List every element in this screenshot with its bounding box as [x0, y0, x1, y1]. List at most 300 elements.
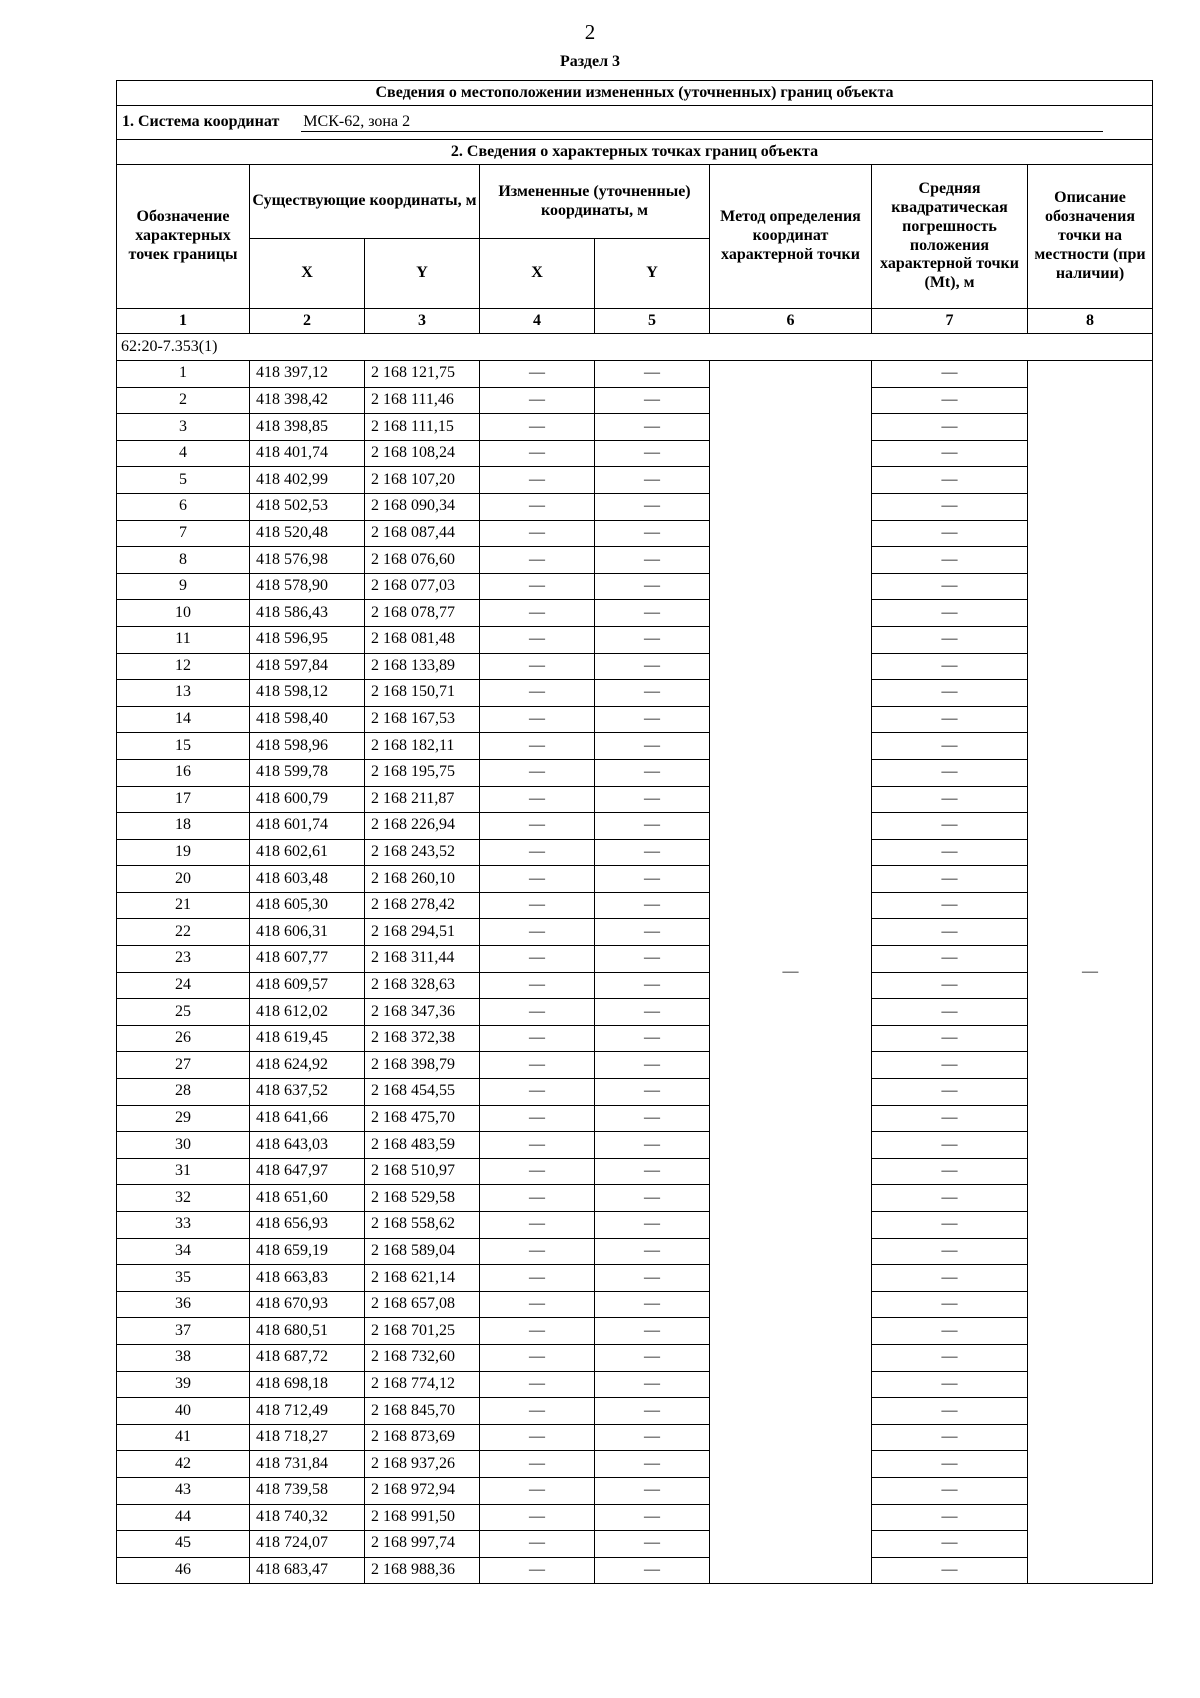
description-cell: — — [1028, 361, 1153, 1584]
existing-x-cell: 418 398,42 — [250, 387, 365, 414]
existing-x-cell: 418 656,93 — [250, 1212, 365, 1239]
existing-y-cell: 2 168 845,70 — [365, 1398, 480, 1425]
accuracy-cell: — — [872, 493, 1028, 520]
changed-x-cell: — — [480, 706, 595, 733]
changed-y-cell: — — [595, 680, 710, 707]
point-number: 21 — [117, 892, 250, 919]
point-number: 13 — [117, 680, 250, 707]
table-row — [117, 1557, 1153, 1584]
changed-x-cell: — — [480, 600, 595, 627]
changed-x-cell: — — [480, 1132, 595, 1159]
changed-x-cell: — — [480, 1265, 595, 1292]
existing-x-cell: 418 724,07 — [250, 1531, 365, 1558]
existing-x-cell: 418 502,53 — [250, 493, 365, 520]
existing-x-cell: 418 712,49 — [250, 1398, 365, 1425]
changed-y-cell: — — [595, 1291, 710, 1318]
existing-x-cell: 418 401,74 — [250, 440, 365, 467]
changed-x-cell: — — [480, 1477, 595, 1504]
existing-x-cell: 418 398,85 — [250, 414, 365, 441]
table-row — [117, 1185, 1153, 1212]
point-number: 16 — [117, 759, 250, 786]
changed-x-cell: — — [480, 1185, 595, 1212]
table-row — [117, 1265, 1153, 1292]
changed-x-cell: — — [480, 733, 595, 760]
table-row — [117, 866, 1153, 893]
accuracy-cell: — — [872, 467, 1028, 494]
existing-x-cell: 418 603,48 — [250, 866, 365, 893]
changed-y-cell: — — [595, 813, 710, 840]
changed-y-cell: — — [595, 919, 710, 946]
column-number: 7 — [872, 309, 1028, 334]
header-changed-coords: Измененные (уточненные) координаты, м — [480, 165, 710, 239]
accuracy-cell: — — [872, 972, 1028, 999]
column-number: 2 — [250, 309, 365, 334]
changed-x-cell: — — [480, 493, 595, 520]
changed-y-cell: — — [595, 547, 710, 574]
changed-x-cell: — — [480, 1105, 595, 1132]
table-row — [117, 440, 1153, 467]
changed-y-cell: — — [595, 467, 710, 494]
accuracy-cell: — — [872, 653, 1028, 680]
changed-x-cell: — — [480, 1557, 595, 1584]
accuracy-cell: — — [872, 1238, 1028, 1265]
accuracy-cell: — — [872, 547, 1028, 574]
point-number: 2 — [117, 387, 250, 414]
changed-y-cell: — — [595, 1424, 710, 1451]
point-number: 6 — [117, 493, 250, 520]
point-number: 31 — [117, 1158, 250, 1185]
column-number: 5 — [595, 309, 710, 334]
changed-y-cell: — — [595, 653, 710, 680]
changed-y-cell: — — [595, 839, 710, 866]
existing-y-cell: 2 168 078,77 — [365, 600, 480, 627]
accuracy-cell: — — [872, 1212, 1028, 1239]
existing-y-cell: 2 168 167,53 — [365, 706, 480, 733]
table-row — [117, 573, 1153, 600]
boundary-points-table — [116, 80, 1153, 1584]
accuracy-cell: — — [872, 1265, 1028, 1292]
existing-x-cell: 418 731,84 — [250, 1451, 365, 1478]
accuracy-cell: — — [872, 1025, 1028, 1052]
point-number: 33 — [117, 1212, 250, 1239]
existing-x-cell: 418 698,18 — [250, 1371, 365, 1398]
changed-y-cell: — — [595, 1158, 710, 1185]
point-number: 45 — [117, 1531, 250, 1558]
existing-x-cell: 418 647,97 — [250, 1158, 365, 1185]
existing-y-cell: 2 168 087,44 — [365, 520, 480, 547]
changed-y-cell: — — [595, 626, 710, 653]
changed-y-cell: — — [595, 1212, 710, 1239]
existing-x-cell: 418 578,90 — [250, 573, 365, 600]
existing-x-cell: 418 596,95 — [250, 626, 365, 653]
table-row — [117, 1424, 1153, 1451]
existing-x-cell: 418 576,98 — [250, 547, 365, 574]
table-row — [117, 1451, 1153, 1478]
table-row — [117, 1318, 1153, 1345]
changed-y-cell: — — [595, 1238, 710, 1265]
table-row — [117, 733, 1153, 760]
point-number: 12 — [117, 653, 250, 680]
changed-y-cell: — — [595, 493, 710, 520]
existing-y-cell: 2 168 483,59 — [365, 1132, 480, 1159]
changed-x-cell: — — [480, 1079, 595, 1106]
point-number: 17 — [117, 786, 250, 813]
table-row — [117, 1371, 1153, 1398]
table-row — [117, 1398, 1153, 1425]
existing-x-cell: 418 612,02 — [250, 999, 365, 1026]
existing-y-cell: 2 168 589,04 — [365, 1238, 480, 1265]
point-number: 39 — [117, 1371, 250, 1398]
header-description: Описание обозначения точки на местности (при наличии) — [1028, 165, 1153, 309]
method-cell: — — [710, 361, 872, 1584]
point-number: 24 — [117, 972, 250, 999]
table-row — [117, 1079, 1153, 1106]
changed-x-cell: — — [480, 440, 595, 467]
existing-x-cell: 418 670,93 — [250, 1291, 365, 1318]
existing-y-cell: 2 168 278,42 — [365, 892, 480, 919]
point-number: 44 — [117, 1504, 250, 1531]
existing-y-cell: 2 168 510,97 — [365, 1158, 480, 1185]
changed-y-cell: — — [595, 1265, 710, 1292]
changed-x-cell: — — [480, 1531, 595, 1558]
changed-x-cell: — — [480, 1344, 595, 1371]
changed-x-cell: — — [480, 573, 595, 600]
point-number: 8 — [117, 547, 250, 574]
existing-x-cell: 418 598,12 — [250, 680, 365, 707]
existing-y-cell: 2 168 732,60 — [365, 1344, 480, 1371]
existing-x-cell: 418 739,58 — [250, 1477, 365, 1504]
changed-y-cell: — — [595, 1477, 710, 1504]
changed-x-cell: — — [480, 759, 595, 786]
table-row — [117, 547, 1153, 574]
existing-y-cell: 2 168 398,79 — [365, 1052, 480, 1079]
accuracy-cell: — — [872, 1318, 1028, 1345]
table-row — [117, 786, 1153, 813]
point-number: 25 — [117, 999, 250, 1026]
existing-y-cell: 2 168 121,75 — [365, 361, 480, 388]
changed-x-cell: — — [480, 839, 595, 866]
changed-x-cell: — — [480, 1451, 595, 1478]
point-number: 14 — [117, 706, 250, 733]
changed-x-cell: — — [480, 972, 595, 999]
point-number: 36 — [117, 1291, 250, 1318]
changed-x-cell: — — [480, 680, 595, 707]
accuracy-cell: — — [872, 892, 1028, 919]
changed-x-cell: — — [480, 919, 595, 946]
table-row — [117, 493, 1153, 520]
changed-x-cell: — — [480, 547, 595, 574]
existing-x-cell: 418 659,19 — [250, 1238, 365, 1265]
changed-x-cell: — — [480, 520, 595, 547]
column-number: 8 — [1028, 309, 1153, 334]
accuracy-cell: — — [872, 387, 1028, 414]
table-row — [117, 1291, 1153, 1318]
point-number: 41 — [117, 1424, 250, 1451]
existing-y-cell: 2 168 226,94 — [365, 813, 480, 840]
changed-y-cell: — — [595, 972, 710, 999]
accuracy-cell: — — [872, 1132, 1028, 1159]
existing-y-cell: 2 168 182,11 — [365, 733, 480, 760]
accuracy-cell: — — [872, 626, 1028, 653]
header-accuracy: Средняя квадратическая погрешность положения характерной точки (Mt), м — [872, 165, 1028, 309]
coordinate-system-value: МСК-62, зона 2 — [301, 113, 1103, 133]
existing-y-cell: 2 168 558,62 — [365, 1212, 480, 1239]
changed-y-cell: — — [595, 1079, 710, 1106]
existing-x-cell: 418 605,30 — [250, 892, 365, 919]
existing-x-cell: 418 609,57 — [250, 972, 365, 999]
point-number: 15 — [117, 733, 250, 760]
header-existing-x: X — [250, 239, 365, 309]
existing-y-cell: 2 168 108,24 — [365, 440, 480, 467]
accuracy-cell: — — [872, 759, 1028, 786]
existing-y-cell: 2 168 090,34 — [365, 493, 480, 520]
point-number: 9 — [117, 573, 250, 600]
column-number: 3 — [365, 309, 480, 334]
header-existing-coords: Существующие координаты, м — [250, 165, 480, 239]
table-row — [117, 600, 1153, 627]
existing-y-cell: 2 168 211,87 — [365, 786, 480, 813]
changed-y-cell: — — [595, 361, 710, 388]
page-number: 2 — [584, 20, 596, 44]
accuracy-cell: — — [872, 1052, 1028, 1079]
changed-x-cell: — — [480, 626, 595, 653]
accuracy-cell: — — [872, 919, 1028, 946]
point-number: 20 — [117, 866, 250, 893]
table-row — [117, 1531, 1153, 1558]
changed-y-cell: — — [595, 1371, 710, 1398]
point-number: 43 — [117, 1477, 250, 1504]
point-number: 10 — [117, 600, 250, 627]
accuracy-cell: — — [872, 1477, 1028, 1504]
table-row — [117, 919, 1153, 946]
changed-y-cell: — — [595, 706, 710, 733]
changed-x-cell: — — [480, 1238, 595, 1265]
accuracy-cell: — — [872, 999, 1028, 1026]
existing-y-cell: 2 168 111,15 — [365, 414, 480, 441]
changed-y-cell: — — [595, 946, 710, 973]
existing-x-cell: 418 607,77 — [250, 946, 365, 973]
accuracy-cell: — — [872, 414, 1028, 441]
existing-y-cell: 2 168 372,38 — [365, 1025, 480, 1052]
accuracy-cell: — — [872, 1344, 1028, 1371]
point-number: 26 — [117, 1025, 250, 1052]
point-number: 46 — [117, 1557, 250, 1584]
point-number: 42 — [117, 1451, 250, 1478]
changed-x-cell: — — [480, 866, 595, 893]
existing-y-cell: 2 168 328,63 — [365, 972, 480, 999]
existing-y-cell: 2 168 311,44 — [365, 946, 480, 973]
existing-y-cell: 2 168 621,14 — [365, 1265, 480, 1292]
point-number: 40 — [117, 1398, 250, 1425]
existing-y-cell: 2 168 701,25 — [365, 1318, 480, 1345]
coordinate-system-label: 1. Система координат — [122, 112, 280, 130]
changed-x-cell: — — [480, 786, 595, 813]
accuracy-cell: — — [872, 1398, 1028, 1425]
table-row — [117, 1212, 1153, 1239]
table-row — [117, 1504, 1153, 1531]
section2-title: 2. Сведения о характерных точках границ объекта — [117, 140, 1153, 165]
existing-y-cell: 2 168 195,75 — [365, 759, 480, 786]
column-number: 1 — [117, 309, 250, 334]
changed-y-cell: — — [595, 892, 710, 919]
header-method: Метод определения координат характерной точки — [710, 165, 872, 309]
table-row — [117, 520, 1153, 547]
existing-x-cell: 418 402,99 — [250, 467, 365, 494]
accuracy-cell: — — [872, 786, 1028, 813]
changed-x-cell: — — [480, 1025, 595, 1052]
existing-y-cell: 2 168 475,70 — [365, 1105, 480, 1132]
existing-x-cell: 418 643,03 — [250, 1132, 365, 1159]
existing-x-cell: 418 663,83 — [250, 1265, 365, 1292]
changed-y-cell: — — [595, 759, 710, 786]
changed-x-cell: — — [480, 999, 595, 1026]
accuracy-cell: — — [872, 1079, 1028, 1106]
point-number: 19 — [117, 839, 250, 866]
accuracy-cell: — — [872, 1185, 1028, 1212]
point-number: 5 — [117, 467, 250, 494]
point-number: 34 — [117, 1238, 250, 1265]
existing-y-cell: 2 168 294,51 — [365, 919, 480, 946]
point-number: 30 — [117, 1132, 250, 1159]
changed-y-cell: — — [595, 1132, 710, 1159]
table-row — [117, 972, 1153, 999]
table-row — [117, 813, 1153, 840]
point-number: 28 — [117, 1079, 250, 1106]
changed-y-cell: — — [595, 387, 710, 414]
existing-x-cell: 418 520,48 — [250, 520, 365, 547]
existing-x-cell: 418 600,79 — [250, 786, 365, 813]
changed-y-cell: — — [595, 1504, 710, 1531]
existing-y-cell: 2 168 972,94 — [365, 1477, 480, 1504]
accuracy-cell: — — [872, 1158, 1028, 1185]
table-row — [117, 1344, 1153, 1371]
accuracy-cell: — — [872, 361, 1028, 388]
table-row — [117, 1105, 1153, 1132]
column-number: 4 — [480, 309, 595, 334]
table-row — [117, 1477, 1153, 1504]
existing-x-cell: 418 651,60 — [250, 1185, 365, 1212]
existing-x-cell: 418 606,31 — [250, 919, 365, 946]
accuracy-cell: — — [872, 706, 1028, 733]
point-number: 7 — [117, 520, 250, 547]
existing-x-cell: 418 680,51 — [250, 1318, 365, 1345]
accuracy-cell: — — [872, 680, 1028, 707]
parcel-id: 62:20-7.353(1) — [117, 334, 1153, 361]
existing-x-cell: 418 641,66 — [250, 1105, 365, 1132]
changed-x-cell: — — [480, 1371, 595, 1398]
changed-x-cell: — — [480, 361, 595, 388]
table-row — [117, 706, 1153, 733]
changed-x-cell: — — [480, 1291, 595, 1318]
changed-y-cell: — — [595, 733, 710, 760]
point-number: 3 — [117, 414, 250, 441]
changed-y-cell: — — [595, 1025, 710, 1052]
table-row — [117, 892, 1153, 919]
accuracy-cell: — — [872, 866, 1028, 893]
table-row — [117, 1158, 1153, 1185]
existing-y-cell: 2 168 937,26 — [365, 1451, 480, 1478]
table-row — [117, 680, 1153, 707]
accuracy-cell: — — [872, 520, 1028, 547]
changed-y-cell: — — [595, 600, 710, 627]
existing-x-cell: 418 597,84 — [250, 653, 365, 680]
existing-y-cell: 2 168 347,36 — [365, 999, 480, 1026]
existing-y-cell: 2 168 997,74 — [365, 1531, 480, 1558]
changed-x-cell: — — [480, 653, 595, 680]
existing-y-cell: 2 168 873,69 — [365, 1424, 480, 1451]
accuracy-cell: — — [872, 1531, 1028, 1558]
existing-y-cell: 2 168 774,12 — [365, 1371, 480, 1398]
existing-y-cell: 2 168 076,60 — [365, 547, 480, 574]
point-number: 29 — [117, 1105, 250, 1132]
point-number: 1 — [117, 361, 250, 388]
existing-y-cell: 2 168 243,52 — [365, 839, 480, 866]
table-row — [117, 387, 1153, 414]
table-row — [117, 1052, 1153, 1079]
changed-x-cell: — — [480, 1398, 595, 1425]
coordinate-system-row — [117, 106, 1153, 140]
changed-x-cell: — — [480, 1212, 595, 1239]
table-row — [117, 1025, 1153, 1052]
accuracy-cell: — — [872, 1557, 1028, 1584]
existing-x-cell: 418 397,12 — [250, 361, 365, 388]
table-row — [117, 999, 1153, 1026]
accuracy-cell: — — [872, 813, 1028, 840]
existing-x-cell: 418 601,74 — [250, 813, 365, 840]
point-number: 22 — [117, 919, 250, 946]
existing-x-cell: 418 637,52 — [250, 1079, 365, 1106]
table-row — [117, 839, 1153, 866]
changed-x-cell: — — [480, 1504, 595, 1531]
changed-y-cell: — — [595, 573, 710, 600]
table-row — [117, 467, 1153, 494]
changed-y-cell: — — [595, 866, 710, 893]
changed-y-cell: — — [595, 1318, 710, 1345]
table-row — [117, 626, 1153, 653]
changed-y-cell: — — [595, 440, 710, 467]
changed-y-cell: — — [595, 1185, 710, 1212]
table-row — [117, 759, 1153, 786]
changed-x-cell: — — [480, 1052, 595, 1079]
header-changed-y: Y — [595, 239, 710, 309]
changed-x-cell: — — [480, 1158, 595, 1185]
existing-x-cell: 418 740,32 — [250, 1504, 365, 1531]
table-row — [117, 1238, 1153, 1265]
existing-y-cell: 2 168 991,50 — [365, 1504, 480, 1531]
accuracy-cell: — — [872, 839, 1028, 866]
changed-y-cell: — — [595, 786, 710, 813]
changed-x-cell: — — [480, 892, 595, 919]
point-number: 27 — [117, 1052, 250, 1079]
table-row — [117, 414, 1153, 441]
existing-x-cell: 418 598,96 — [250, 733, 365, 760]
accuracy-cell: — — [872, 1291, 1028, 1318]
changed-x-cell: — — [480, 1318, 595, 1345]
existing-x-cell: 418 624,92 — [250, 1052, 365, 1079]
existing-y-cell: 2 168 454,55 — [365, 1079, 480, 1106]
section-title: Раздел 3 — [559, 53, 621, 70]
accuracy-cell: — — [872, 600, 1028, 627]
changed-y-cell: — — [595, 1052, 710, 1079]
point-number: 4 — [117, 440, 250, 467]
table-row — [117, 1132, 1153, 1159]
changed-x-cell: — — [480, 387, 595, 414]
changed-x-cell: — — [480, 467, 595, 494]
existing-x-cell: 418 598,40 — [250, 706, 365, 733]
existing-x-cell: 418 687,72 — [250, 1344, 365, 1371]
header-changed-x: X — [480, 239, 595, 309]
changed-x-cell: — — [480, 414, 595, 441]
